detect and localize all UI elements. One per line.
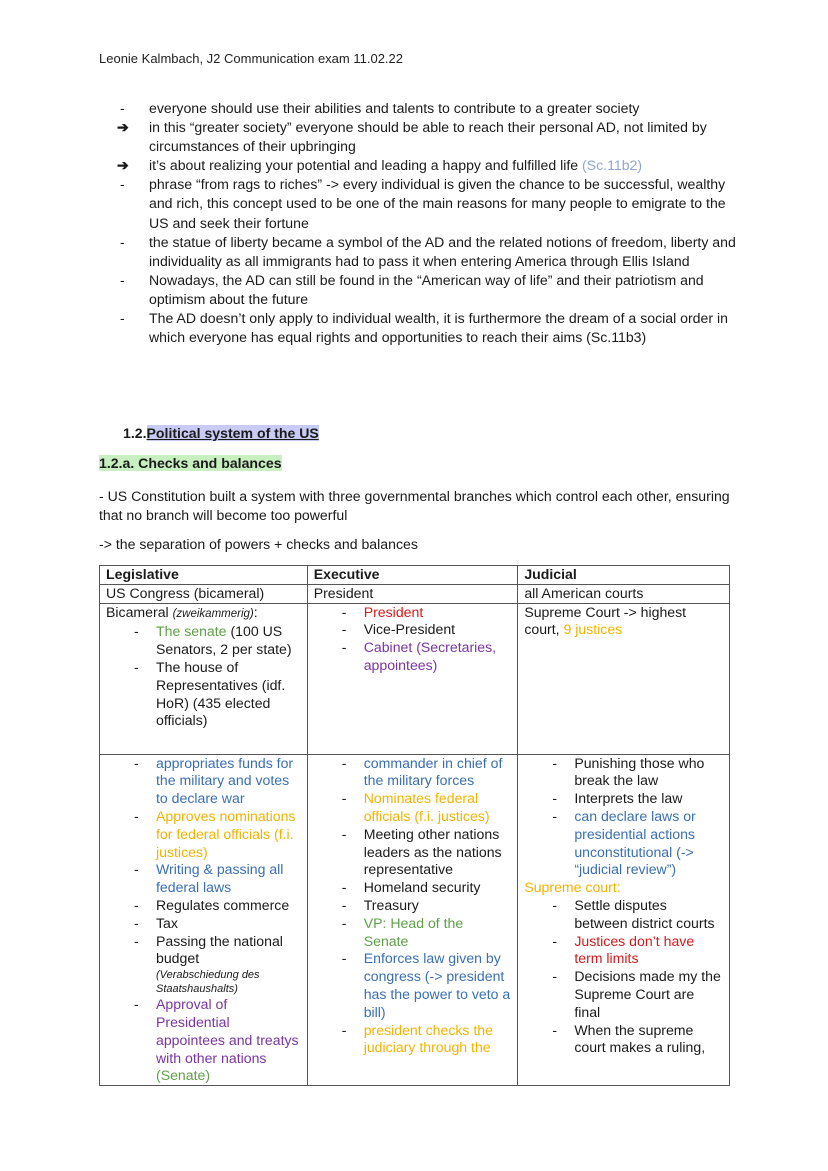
text-run: Meeting other nations leaders as the nations representative <box>363 825 502 878</box>
text-run: Justices don’t have term limits <box>574 932 695 967</box>
dash-bullet-icon: - <box>341 639 347 656</box>
dash-bullet-icon: - <box>552 968 558 985</box>
text-run: appropriates funds for the military and votes to declare war <box>156 754 294 807</box>
dash-bullet-icon: - <box>341 879 347 896</box>
list-item <box>106 659 301 730</box>
list-item <box>106 897 301 915</box>
executive-members-list <box>314 604 512 675</box>
list-item <box>314 915 512 951</box>
list-item <box>314 621 512 639</box>
list-item <box>120 175 740 232</box>
arrow-bullet-icon: ➔ <box>117 119 129 136</box>
dash-bullet-icon: - <box>552 896 558 913</box>
text-run: (Sc.11b2) <box>582 157 643 174</box>
text-run: (100 US Senators, 2 per state) <box>156 623 292 658</box>
dash-bullet-icon: - <box>134 807 139 824</box>
text-run: Treasury <box>363 896 419 913</box>
dash-bullet-icon: - <box>552 790 558 807</box>
dash-bullet-icon: - <box>120 233 125 250</box>
text-run: (Senate) <box>156 1067 211 1084</box>
list-item <box>524 790 723 808</box>
list-item <box>106 623 301 659</box>
list-item <box>106 915 301 933</box>
dash-bullet-icon: - <box>134 996 139 1013</box>
list-item <box>524 755 723 791</box>
dash-bullet-icon: - <box>341 825 347 842</box>
text-run: When the supreme court makes a ruling, <box>574 1021 706 1056</box>
list-item <box>120 233 740 271</box>
arrow-bullet-icon: ➔ <box>117 157 129 174</box>
dash-bullet-icon: - <box>120 100 125 116</box>
table-row-bodies <box>100 584 730 603</box>
text-run: president checks the judiciary through the <box>363 1021 493 1056</box>
constitution-paragraph: - US Constitution built a system with three governmental branches which control each other, ensuring that no branch will become too powerful <box>99 488 730 523</box>
list-item <box>524 968 723 1021</box>
american-dream-bullet-list <box>117 99 740 347</box>
list-item <box>314 790 512 826</box>
text-run: Vice-President <box>363 621 456 638</box>
text-run: VP: Head of the Senate <box>363 914 464 949</box>
dash-bullet-icon: - <box>341 621 347 638</box>
text-run: 9 justices <box>563 621 623 638</box>
text-run: phrase “from rags to riches” -> every individual is given the chance to be successful, wealthy and rich, this concept used to be one of the main reasons for many people to emigrate to the US and seek their fortune <box>149 176 726 231</box>
text-run: the statue of liberty became a symbol of the AD and the related notions of freedom, liberty and individuality as all immigrants had to pass it when entering America through Ellis Island <box>149 233 736 269</box>
list-item <box>120 99 740 118</box>
list-item <box>106 861 301 897</box>
header-judicial: Judicial <box>518 566 730 585</box>
dash-bullet-icon: - <box>134 914 139 931</box>
text-run: Passing the national budget <box>156 932 283 967</box>
list-item <box>117 156 740 175</box>
table-row-powers <box>100 754 730 1086</box>
dash-bullet-icon: - <box>552 1021 558 1038</box>
checks-and-balances-table <box>99 565 730 1086</box>
dash-bullet-icon: - <box>134 623 139 640</box>
dash-bullet-icon: - <box>552 807 558 824</box>
table-header-row <box>100 566 730 585</box>
list-item <box>314 755 512 791</box>
separation-of-powers-line: -> the separation of powers + checks and balances <box>99 536 418 552</box>
cell-judicial-members <box>518 603 730 754</box>
list-item <box>524 808 723 879</box>
list-item <box>120 309 740 347</box>
text-run: Nominates federal officials (f.i. justices) <box>363 790 490 824</box>
dash-bullet-icon: - <box>120 310 125 327</box>
list-item <box>106 808 301 861</box>
text-run: Supreme Court -> highest court, <box>524 603 687 638</box>
text-run: Writing & passing all federal laws <box>156 861 284 896</box>
dash-bullet-icon: - <box>134 861 139 878</box>
text-run: The house of Representatives (idf. HoR) (435 elected officials) <box>156 658 286 729</box>
subsection-heading: 1.2.a. Checks and balances <box>99 455 282 471</box>
list-item <box>524 933 723 969</box>
list-item <box>106 996 301 1085</box>
dash-bullet-icon: - <box>134 932 139 949</box>
dash-bullet-icon: - <box>120 176 125 193</box>
text-run: it’s about realizing your potential and leading a happy and fulfilled life <box>149 157 583 174</box>
text-run: Interprets the law <box>574 790 683 807</box>
list-item <box>314 1022 512 1058</box>
dash-bullet-icon: - <box>134 896 139 913</box>
list-item <box>106 755 301 808</box>
text-run: everyone should use their abilities and talents to contribute to a greater society <box>149 100 640 116</box>
legislative-powers-list <box>106 755 301 1086</box>
bicameral-line <box>106 604 301 624</box>
list-item <box>314 826 512 879</box>
text-run: Regulates commerce <box>156 896 290 913</box>
judicial-powers-list <box>524 755 723 880</box>
section-heading <box>123 425 319 441</box>
executive-powers-list <box>314 755 512 1058</box>
text-run: Decisions made my the Supreme Court are final <box>574 968 721 1020</box>
list-item <box>314 879 512 897</box>
document-header: Leonie Kalmbach, J2 Communication exam 11.02.22 <box>99 51 403 66</box>
dash-bullet-icon: - <box>552 932 558 949</box>
cell-judicial-powers <box>518 754 730 1086</box>
section-title: Political system of the US <box>146 425 319 441</box>
text-run: Nowadays, the AD can still be found in the “American way of life” and their patriotism and optimism about the future <box>149 271 704 307</box>
list-item <box>106 933 301 997</box>
supreme-court-powers-list <box>524 897 723 1057</box>
text-run: can declare laws or presidential actions unconstitutional (-> “judicial review”) <box>574 807 696 878</box>
list-item <box>117 118 740 156</box>
cell-congress: US Congress (bicameral) <box>100 584 308 603</box>
dash-bullet-icon: - <box>341 914 347 931</box>
text-run: commander in chief of the military forces <box>363 754 503 789</box>
cell-legislative-members <box>100 603 308 754</box>
dash-bullet-icon: - <box>341 1021 347 1038</box>
text-run: Settle disputes between district courts <box>574 896 715 931</box>
text-run: Tax <box>156 914 178 931</box>
legislative-members-list <box>106 623 301 730</box>
dash-bullet-icon: - <box>552 754 558 771</box>
list-item <box>120 271 740 309</box>
supreme-court-label: Supreme court: <box>524 879 621 896</box>
cell-courts: all American courts <box>518 584 730 603</box>
dash-bullet-icon: - <box>341 950 347 967</box>
supreme-court-note <box>524 604 723 640</box>
text-run: Enforces law given by congress (-> president has the power to veto a bill) <box>363 950 511 1020</box>
cell-president: President <box>307 584 518 603</box>
text-run: Approval of Presidential appointees and treatys with other nations <box>156 996 299 1066</box>
dash-bullet-icon: - <box>341 790 347 807</box>
list-item <box>314 639 512 675</box>
text-run: Homeland security <box>363 879 481 896</box>
list-item <box>524 897 723 933</box>
cell-executive-powers <box>307 754 518 1086</box>
list-item <box>314 897 512 915</box>
text-run: in this “greater society” everyone should be able to reach their personal AD, not limited by circumstances of their upbringing <box>149 119 707 155</box>
header-executive: Executive <box>307 566 518 585</box>
bicameral-colon: : <box>253 603 258 620</box>
list-item <box>314 950 512 1021</box>
text-run: President <box>363 603 424 620</box>
bicameral-translation: (zweikammerig) <box>172 607 254 620</box>
text-run: Cabinet (Secretaries, appointees) <box>363 639 497 673</box>
dash-bullet-icon: - <box>134 658 139 675</box>
budget-translation-note: (Verabschiedung des Staatshaushalts) <box>156 969 260 996</box>
header-legislative: Legislative <box>100 566 308 585</box>
dash-bullet-icon: - <box>341 896 347 913</box>
dash-bullet-icon: - <box>341 603 347 620</box>
text-run: The AD doesn’t only apply to individual wealth, it is furthermore the dream of a social order in which everyone has equal rights and opportunities to reach their aims (Sc.11b3) <box>149 310 728 346</box>
text-run: Punishing those who break the law <box>574 754 705 789</box>
dash-bullet-icon: - <box>134 754 139 771</box>
bicameral-label: Bicameral <box>106 603 169 620</box>
section-number: 1.2. <box>123 425 147 441</box>
cell-executive-members <box>307 603 518 754</box>
dash-bullet-icon: - <box>341 754 347 771</box>
list-item <box>524 1022 723 1058</box>
table-row-members <box>100 603 730 754</box>
text-run: Approves nominations for federal officials (f.i. justices) <box>156 807 296 860</box>
dash-bullet-icon: - <box>120 271 125 288</box>
cell-legislative-powers <box>100 754 308 1086</box>
text-run: The senate <box>156 623 227 640</box>
list-item <box>314 604 512 622</box>
